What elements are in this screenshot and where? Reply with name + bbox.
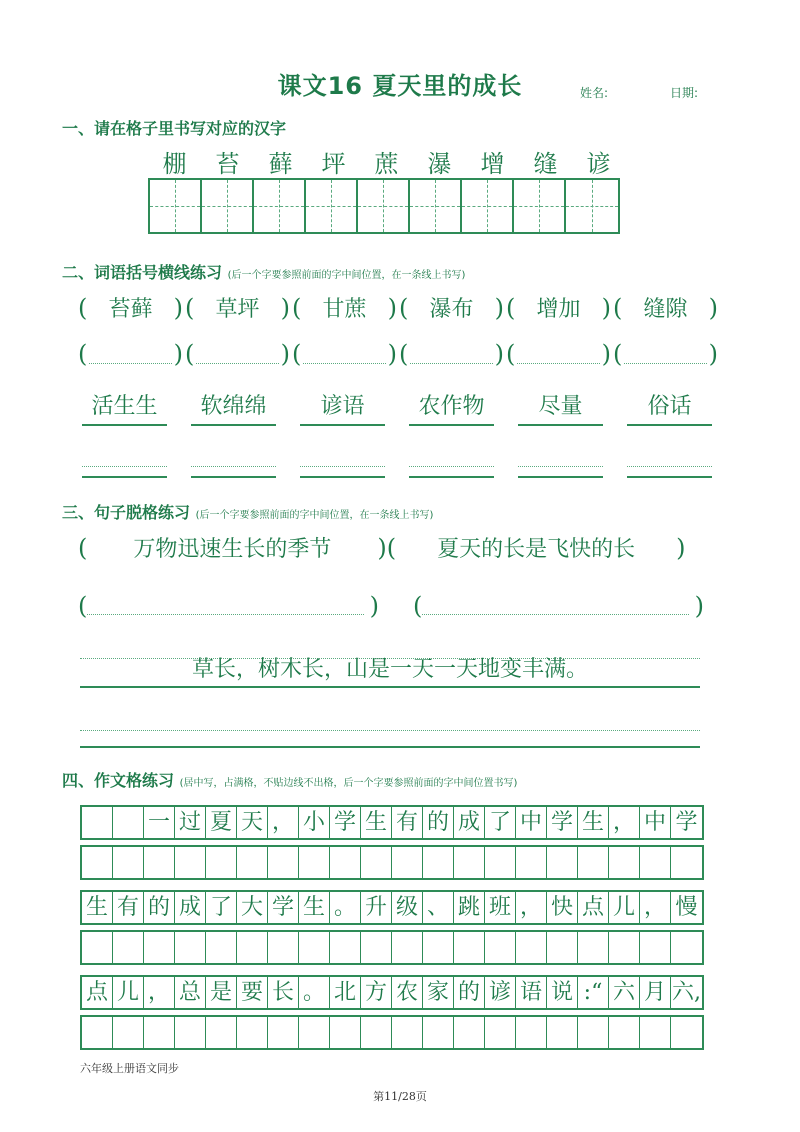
composition-row-2 (80, 890, 704, 925)
grid-cell[interactable] (254, 180, 306, 232)
page-number: 第11/28页 (373, 1090, 427, 1103)
line-blank[interactable] (627, 444, 712, 478)
comp-cell[interactable]: 儿 (113, 977, 144, 1008)
comp-cell-blank[interactable] (454, 847, 485, 878)
comp-cell-blank[interactable] (423, 932, 454, 963)
char: 缝 (533, 150, 558, 178)
comp-cell-blank[interactable] (82, 932, 113, 963)
comp-cell-blank[interactable] (640, 1017, 671, 1048)
comp-cell[interactable]: 有 (392, 807, 423, 838)
comp-cell-blank[interactable] (268, 1017, 299, 1048)
comp-cell-blank[interactable] (206, 847, 237, 878)
bracket-item: ( 草坪 ) (185, 293, 290, 322)
comp-cell-blank[interactable] (206, 1017, 237, 1048)
line-word: 谚语 (300, 390, 385, 426)
phrase-2: 夏天的长是飞快的长 (437, 537, 636, 562)
comp-cell-blank[interactable] (268, 847, 299, 878)
comp-cell-blank[interactable] (361, 932, 392, 963)
section4-title: 四、作文格练习 (62, 771, 175, 790)
comp-cell[interactable]: 夏 (206, 807, 237, 838)
comp-cell[interactable]: 学 (268, 892, 299, 923)
bracket-blank[interactable]: ( ) (185, 340, 290, 368)
comp-cell[interactable]: 生 (82, 892, 113, 923)
comp-cell-blank[interactable] (299, 847, 330, 878)
comp-cell[interactable]: 六, (672, 980, 701, 1005)
line-word: 尽量 (518, 390, 603, 426)
grid-cell[interactable] (566, 180, 618, 232)
bracket-word: 甘蔗 (322, 297, 367, 322)
comp-cell-blank[interactable] (361, 847, 392, 878)
comp-cell[interactable]: 点 (578, 892, 609, 923)
comp-cell[interactable]: 升 (361, 892, 392, 923)
char: 棚 (162, 150, 187, 178)
grid-cell[interactable] (202, 180, 254, 232)
comp-cell[interactable]: 有 (113, 892, 144, 923)
comp-cell[interactable]: 总 (175, 977, 206, 1008)
comp-cell-blank[interactable] (237, 1017, 268, 1048)
phrase-blank[interactable] (87, 598, 363, 615)
comp-cell-blank[interactable] (144, 932, 175, 963)
line-blank[interactable] (300, 444, 385, 478)
name-label: 姓名: (580, 86, 609, 100)
comp-cell-blank[interactable] (268, 932, 299, 963)
bracket-item: ( 缝隙 ) (613, 293, 718, 322)
composition-row-blank (80, 845, 704, 880)
comp-cell-blank[interactable] (299, 1017, 330, 1048)
comp-cell[interactable]: 了 (206, 892, 237, 923)
section4-note: (居中写，占满格，不贴边线不出格，后一个字要参照前面的字中间位置书写) (179, 778, 518, 789)
dotted-guide-blank[interactable] (80, 730, 700, 731)
section3-note: (后一个字要参照前面的字中间位置，在一条线上书写) (195, 510, 434, 521)
comp-cell[interactable]: 中 (516, 807, 547, 838)
line-blank[interactable] (82, 444, 167, 478)
comp-cell-blank[interactable] (516, 1017, 547, 1048)
line-word: 农作物 (409, 390, 494, 426)
comp-cell[interactable]: 学 (330, 807, 361, 838)
comp-cell-blank[interactable] (547, 932, 578, 963)
comp-cell-blank[interactable] (144, 1017, 175, 1048)
base-line (80, 686, 700, 688)
section3-title: 三、句子脱格练习 (62, 503, 191, 522)
comp-cell-blank[interactable] (330, 932, 361, 963)
section1-chars (148, 144, 625, 179)
tianzige-grid (148, 178, 620, 234)
char: 蔗 (374, 150, 399, 178)
comp-cell[interactable]: 小 (299, 807, 330, 838)
comp-cell[interactable]: 成 (175, 892, 206, 923)
date-label: 日期: (670, 86, 699, 100)
comp-cell[interactable]: 要 (237, 977, 268, 1008)
comp-cell-blank[interactable] (299, 932, 330, 963)
line-word: 软绵绵 (191, 390, 276, 426)
comp-cell[interactable]: 点 (82, 977, 113, 1008)
char: 苔 (215, 150, 240, 178)
bracket-blank[interactable]: ( ) (613, 340, 718, 368)
char: 瀑 (427, 150, 452, 178)
comp-cell-blank[interactable] (175, 1017, 206, 1048)
comp-cell[interactable]: 农 (392, 977, 423, 1008)
bracket-word: 苔藓 (108, 297, 153, 322)
comp-cell[interactable]: 。 (299, 977, 330, 1008)
phrase-1: 万物迅速生长的季节 (133, 537, 332, 562)
bracket-row-filled (78, 292, 718, 323)
composition-row-1 (80, 805, 704, 840)
comp-cell-blank[interactable] (113, 847, 144, 878)
bracket-word: 草坪 (215, 297, 260, 322)
comp-cell-blank[interactable] (609, 932, 640, 963)
comp-cell[interactable]: 长 (268, 977, 299, 1008)
comp-cell[interactable]: 北 (330, 977, 361, 1008)
comp-cell-blank[interactable] (671, 1017, 702, 1048)
line-words-row (82, 390, 712, 426)
page-title: 课文16 夏天里的成长 (277, 72, 523, 100)
comp-cell[interactable]: 中 (640, 807, 671, 838)
comp-cell[interactable]: ， (640, 892, 671, 923)
comp-cell-blank[interactable] (485, 932, 516, 963)
line-blank-row (82, 444, 712, 478)
section2-title: 二、词语括号横线练习 (62, 263, 223, 282)
grid-cell[interactable] (358, 180, 410, 232)
comp-cell-blank[interactable] (578, 1017, 609, 1048)
comp-cell-blank[interactable] (113, 932, 144, 963)
line-blank[interactable] (518, 444, 603, 478)
line-word: 活生生 (82, 390, 167, 426)
bracket-blank[interactable]: ( ) (78, 340, 183, 368)
comp-cell-blank[interactable] (330, 1017, 361, 1048)
comp-cell[interactable]: 学 (675, 810, 698, 835)
comp-cell-blank[interactable] (485, 847, 516, 878)
comp-cell[interactable]: 方 (361, 977, 392, 1008)
comp-cell[interactable]: 生 (299, 892, 330, 923)
composition-row-3 (80, 975, 704, 1010)
phrase-row: ( 万物迅速生长的季节 )( 夏天的长是飞快的长 ) (78, 533, 686, 562)
bracket-item: ( 增加 ) (506, 293, 611, 322)
char: 藓 (268, 150, 293, 178)
comp-cell[interactable]: 儿 (609, 892, 640, 923)
comp-cell-blank[interactable] (423, 847, 454, 878)
comp-cell-blank[interactable] (609, 847, 640, 878)
grid-cell[interactable] (306, 180, 358, 232)
comp-cell[interactable]: 是 (206, 977, 237, 1008)
comp-cell-blank[interactable] (330, 847, 361, 878)
section2-note: (后一个字要参照前面的字中间位置，在一条线上书写) (227, 270, 466, 281)
comp-cell-blank[interactable] (671, 847, 702, 878)
grid-cell[interactable] (410, 180, 462, 232)
comp-cell-blank[interactable] (113, 1017, 144, 1048)
comp-cell[interactable]: 跳 (454, 892, 485, 923)
comp-cell[interactable]: 说 (547, 977, 578, 1008)
comp-cell-blank[interactable] (609, 1017, 640, 1048)
comp-cell-blank[interactable] (578, 847, 609, 878)
bracket-item: ( 瀑布 ) (399, 293, 504, 322)
comp-cell[interactable]: 语 (516, 977, 547, 1008)
comp-cell-blank[interactable] (144, 847, 175, 878)
char: 谚 (586, 150, 611, 178)
comp-cell-blank[interactable] (671, 932, 702, 963)
comp-cell[interactable]: ， (609, 807, 640, 838)
section2-heading (62, 260, 465, 283)
grid-cell[interactable] (514, 180, 566, 232)
grid-cell[interactable] (462, 180, 514, 232)
bracket-blank[interactable]: ( ) (506, 340, 611, 368)
comp-cell[interactable]: 。 (330, 892, 361, 923)
comp-cell[interactable]: 谚 (485, 977, 516, 1008)
comp-cell-blank[interactable] (392, 932, 423, 963)
base-line-blank (80, 746, 700, 748)
comp-cell[interactable]: 学 (547, 807, 578, 838)
comp-cell[interactable]: 级 (392, 892, 423, 923)
comp-cell[interactable]: 过 (175, 807, 206, 838)
comp-cell-blank[interactable] (237, 932, 268, 963)
comp-cell-blank[interactable] (423, 1017, 454, 1048)
bracket-word: 缝隙 (643, 297, 688, 322)
comp-cell[interactable] (82, 807, 113, 838)
section3-heading (62, 500, 433, 523)
comp-cell[interactable]: 慢 (675, 895, 698, 920)
grid-cell[interactable] (150, 180, 202, 232)
comp-cell-blank[interactable] (392, 847, 423, 878)
comp-cell-blank[interactable] (454, 932, 485, 963)
comp-cell-blank[interactable] (392, 1017, 423, 1048)
bracket-row-blank (78, 340, 718, 368)
comp-cell[interactable]: 班 (485, 892, 516, 923)
char: 坪 (321, 150, 346, 178)
comp-cell[interactable]: 月 (640, 977, 671, 1008)
section1-heading: 一、请在格子里书写对应的汉字 (62, 119, 287, 138)
line-blank[interactable] (191, 444, 276, 478)
comp-cell[interactable]: 一 (144, 807, 175, 838)
comp-cell-blank[interactable] (516, 932, 547, 963)
bracket-item: ( 苔藓 ) (78, 293, 183, 322)
comp-cell-blank[interactable] (206, 932, 237, 963)
char: 增 (480, 150, 505, 178)
footer-book-title: 六年级上册语文同步 (80, 1062, 179, 1075)
sentence: 草长，树木长，山是一天一天地变丰满。 (191, 657, 588, 682)
comp-cell-blank[interactable] (175, 932, 206, 963)
comp-cell-blank[interactable] (640, 847, 671, 878)
comp-cell-blank[interactable] (547, 847, 578, 878)
comp-cell-blank[interactable] (82, 847, 113, 878)
comp-cell[interactable]: 的 (144, 892, 175, 923)
bracket-word: 瀑布 (429, 297, 474, 322)
comp-cell[interactable]: 生 (361, 807, 392, 838)
comp-cell[interactable]: 成 (454, 807, 485, 838)
bracket-word: 增加 (536, 297, 581, 322)
comp-cell-blank[interactable] (578, 932, 609, 963)
comp-cell-blank[interactable] (82, 1017, 113, 1048)
comp-cell[interactable]: ， (516, 892, 547, 923)
comp-cell-blank[interactable] (485, 1017, 516, 1048)
comp-cell[interactable]: 、 (423, 892, 454, 923)
comp-cell-blank[interactable] (454, 1017, 485, 1048)
comp-cell-blank[interactable] (175, 847, 206, 878)
comp-cell[interactable]: 快 (547, 892, 578, 923)
composition-row-blank (80, 1015, 704, 1050)
phrase-blank[interactable] (422, 598, 688, 615)
comp-cell[interactable] (113, 807, 144, 838)
comp-cell[interactable]: 大 (237, 892, 268, 923)
comp-cell[interactable]: 的 (454, 977, 485, 1008)
line-blank[interactable] (409, 444, 494, 478)
bracket-blank[interactable]: ( ) (399, 340, 504, 368)
comp-cell-blank[interactable] (237, 847, 268, 878)
line-word: 俗话 (627, 390, 712, 426)
comp-cell-blank[interactable] (516, 847, 547, 878)
composition-row-blank (80, 930, 704, 965)
comp-cell-blank[interactable] (547, 1017, 578, 1048)
comp-cell[interactable]: 生 (578, 807, 609, 838)
bracket-blank[interactable]: ( ) (292, 340, 397, 368)
comp-cell[interactable]: :“ (578, 977, 609, 1008)
section4-heading (62, 768, 517, 791)
comp-cell-blank[interactable] (361, 1017, 392, 1048)
bracket-item: ( 甘蔗 ) (292, 293, 397, 322)
comp-cell-blank[interactable] (640, 932, 671, 963)
comp-cell[interactable]: 的 (423, 807, 454, 838)
comp-cell[interactable]: 天 (237, 807, 268, 838)
comp-cell[interactable]: 六 (609, 977, 640, 1008)
comp-cell[interactable]: 了 (485, 807, 516, 838)
comp-cell[interactable]: ， (268, 807, 299, 838)
phrase-blank-row: ( ) ( ) (78, 592, 704, 620)
comp-cell[interactable]: ， (144, 977, 175, 1008)
comp-cell[interactable]: 家 (423, 977, 454, 1008)
